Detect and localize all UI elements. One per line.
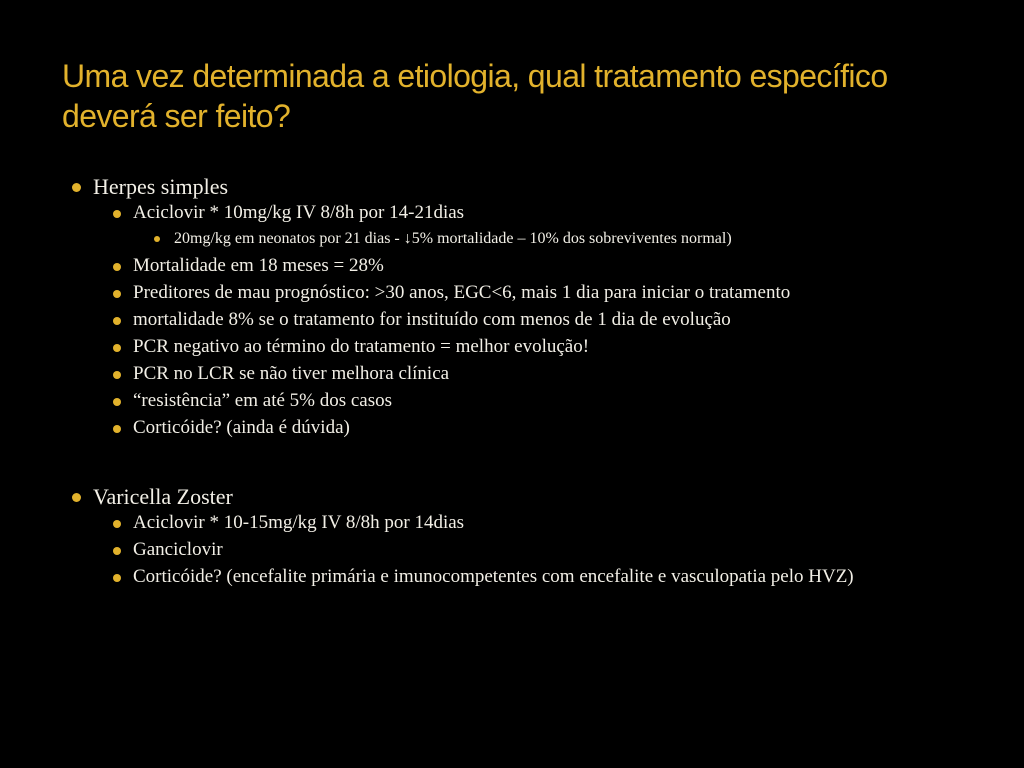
bullet-icon [113,574,121,582]
list-item [113,282,972,304]
bullet-icon [113,210,121,218]
list-item-text: Aciclovir * 10mg/kg IV 8/8h por 14-21dias [133,202,465,223]
list-item-text: Corticóide? (ainda é dúvida) [133,417,350,438]
list-item-text: Mortalidade em 18 meses = 28% [133,255,384,276]
list-item-text: Corticóide? (encefalite primária e imunocompetentes com encefalite e vasculopatia pelo HVZ) [133,566,854,587]
list-item [113,255,972,277]
list-item-text: Ganciclovir [133,539,223,560]
bullet-icon [113,290,121,298]
bullet-icon [113,344,121,352]
list-item [113,390,972,412]
bullet-icon [72,493,81,502]
slide-content [72,172,972,593]
list-item [113,336,972,358]
list-item [113,566,972,588]
bullet-icon [113,317,121,325]
section-heading-varicella [72,482,972,512]
list-item-text: PCR negativo ao término do tratamento = melhor evolução! [133,336,590,357]
list-item [113,202,972,224]
list-item [113,539,972,561]
section-spacer [72,444,972,482]
section-heading-label: Varicella Zoster [93,484,233,509]
section-heading-herpes [72,172,972,202]
bullet-icon [154,236,160,242]
list-item-text: Aciclovir * 10-15mg/kg IV 8/8h por 14dias [133,512,465,533]
list-item [113,363,972,385]
list-item-text: mortalidade 8% se o tratamento for instituído com menos de 1 dia de evolução [133,309,731,330]
list-item [113,309,972,331]
bullet-icon [113,263,121,271]
bullet-icon [113,425,121,433]
bullet-icon [113,520,121,528]
list-item-text: Preditores de mau prognóstico: >30 anos, EGC<6, mais 1 dia para iniciar o tratamento [133,282,791,303]
list-item [113,417,972,439]
list-item [113,512,972,534]
section-heading-label: Herpes simples [93,174,229,199]
slide-title: Uma vez determinada a etiologia, qual tratamento específico deverá ser feito? [62,58,888,134]
bullet-icon [72,183,81,192]
bullet-icon [113,547,121,555]
list-item-text: “resistência” em até 5% dos casos [133,390,393,411]
sub-list-item-text: 20mg/kg em neonatos por 21 dias - ↓5% mortalidade – 10% dos sobreviventes normal) [174,230,732,247]
sub-list-item [154,229,972,249]
bullet-icon [113,398,121,406]
list-item-text: PCR no LCR se não tiver melhora clínica [133,363,450,384]
bullet-icon [113,371,121,379]
